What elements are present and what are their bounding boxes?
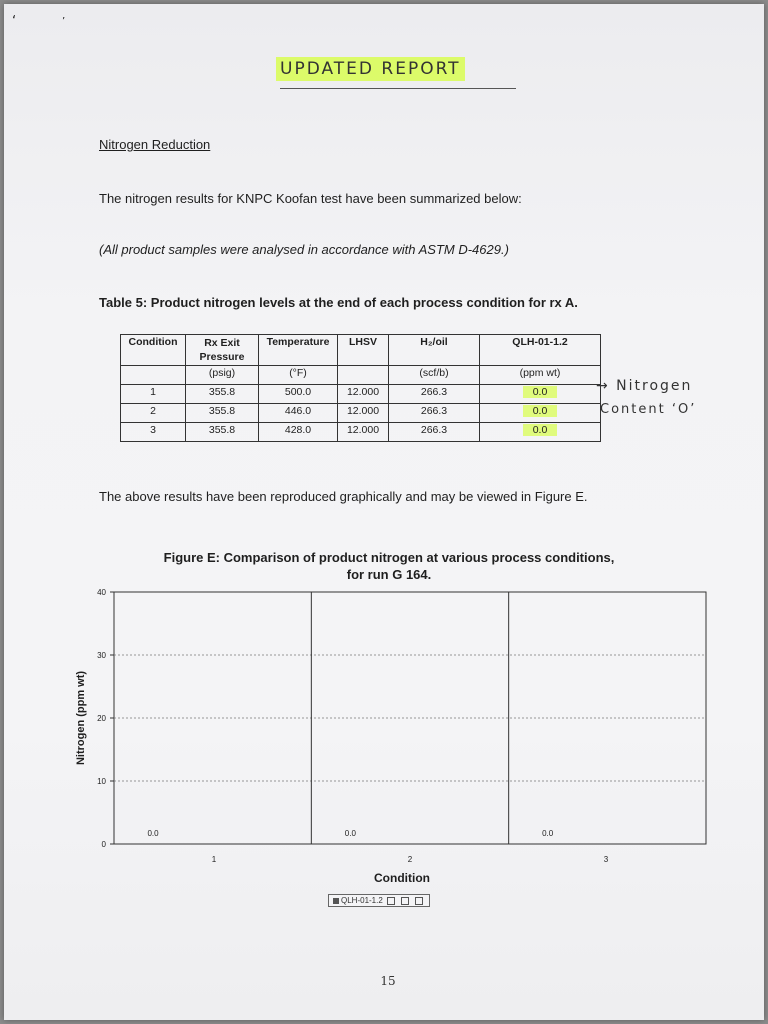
- chart-title-line1: Figure E: Comparison of product nitrogen at various process conditions,: [163, 550, 615, 565]
- y-tick-label: 30: [97, 651, 106, 660]
- y-axis-title: Nitrogen (ppm wt): [75, 670, 87, 766]
- unit-cell: (psig): [186, 366, 259, 385]
- legend-swatch-empty: [387, 897, 395, 905]
- table-row: [121, 404, 601, 423]
- document-page: [4, 4, 764, 1020]
- data-label: 0.0: [147, 829, 159, 838]
- table-cell: 3: [121, 423, 186, 442]
- legend-swatch-empty: [401, 897, 409, 905]
- unit-cell: [121, 366, 186, 385]
- table-cell: 2: [121, 404, 186, 423]
- chart-title: [124, 549, 654, 583]
- scan-mark-left: ‘: [12, 14, 17, 29]
- header-cell: Rx Exit Pressure: [186, 335, 259, 366]
- data-label: 0.0: [344, 829, 356, 838]
- legend-swatch-empty: [415, 897, 423, 905]
- table-cell: 428.0: [259, 423, 338, 442]
- table-cell: 266.3: [389, 423, 480, 442]
- table-cell: 266.3: [389, 385, 480, 404]
- table-cell: 446.0: [259, 404, 338, 423]
- unit-cell: (ppm wt): [480, 366, 601, 385]
- highlighted-value: 0.0: [523, 405, 558, 417]
- legend-label: QLH-01-1.2: [341, 896, 383, 905]
- table-cell: 355.8: [186, 423, 259, 442]
- table-cell: 355.8: [186, 404, 259, 423]
- table-cell: 355.8: [186, 385, 259, 404]
- page-number: 15: [380, 974, 396, 988]
- section-heading: Nitrogen Reduction: [99, 137, 211, 152]
- table-cell: 266.3: [389, 404, 480, 423]
- unit-cell: [338, 366, 389, 385]
- x-axis-title: Condition: [374, 871, 430, 885]
- header-cell: Temperature: [259, 335, 338, 366]
- handwritten-annotation-line1: → Nitrogen: [596, 378, 693, 394]
- handwritten-annotation-line2: Content ‘O’: [600, 402, 697, 417]
- x-tick-label: 2: [407, 855, 413, 864]
- header-cell: Condition: [121, 335, 186, 366]
- header-cell: QLH-01-1.2: [480, 335, 601, 366]
- y-tick-label: 10: [97, 777, 106, 786]
- highlighted-value: 0.0: [523, 386, 558, 398]
- header-cell: LHSV: [338, 335, 389, 366]
- table-row: [121, 385, 601, 404]
- legend-swatch: [333, 898, 339, 904]
- after-table-paragraph: The above results have been reproduced graphically and may be viewed in Figure E.: [99, 489, 588, 504]
- x-tick-label: 3: [603, 855, 609, 864]
- scan-mark-right: ’: [62, 16, 66, 27]
- table-cell: [480, 404, 601, 423]
- x-tick-label: 1: [211, 855, 217, 864]
- table-cell: 12.000: [338, 385, 389, 404]
- table-cell: 12.000: [338, 404, 389, 423]
- unit-cell: (°F): [259, 366, 338, 385]
- unit-cell: (scf/b): [389, 366, 480, 385]
- highlighted-value: 0.0: [523, 424, 558, 436]
- table-cell: 1: [121, 385, 186, 404]
- nitrogen-chart: [64, 582, 724, 887]
- table-header-row: [121, 335, 601, 366]
- table-cell: 12.000: [338, 423, 389, 442]
- table-cell: [480, 385, 601, 404]
- table-row: [121, 423, 601, 442]
- header-cell: H₂/oil: [389, 335, 480, 366]
- intro-paragraph: The nitrogen results for KNPC Koofan test have been summarized below:: [99, 191, 522, 206]
- data-label: 0.0: [542, 829, 554, 838]
- y-tick-label: 0: [101, 840, 106, 849]
- table-caption: Table 5: Product nitrogen levels at the end of each process condition for rx A.: [99, 295, 578, 310]
- handwritten-title-text: UPDATED REPORT: [276, 57, 465, 81]
- method-note: (All product samples were analysed in accordance with ASTM D-4629.): [99, 242, 509, 257]
- handwritten-title: [276, 59, 465, 79]
- chart-legend: [328, 894, 430, 907]
- title-underline: [280, 88, 516, 89]
- nitrogen-table: [120, 334, 601, 442]
- y-tick-label: 20: [97, 714, 106, 723]
- table-cell: 500.0: [259, 385, 338, 404]
- table-cell: [480, 423, 601, 442]
- y-tick-label: 40: [97, 588, 106, 597]
- chart-title-line2: for run G 164.: [346, 567, 432, 582]
- table-units-row: [121, 366, 601, 385]
